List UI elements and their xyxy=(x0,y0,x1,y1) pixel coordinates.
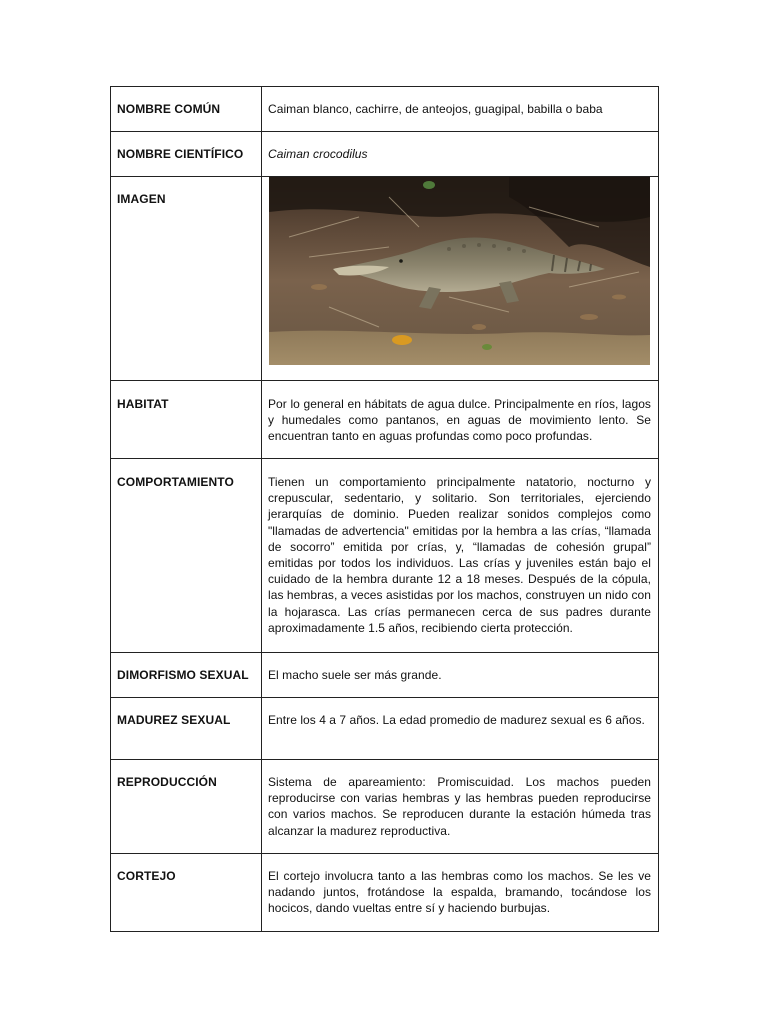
label-cell xyxy=(111,381,262,459)
habitat-label: HABITAT xyxy=(117,397,169,411)
image-label: IMAGEN xyxy=(117,192,166,206)
label-cell xyxy=(111,132,262,177)
behavior-label: COMPORTAMIENTO xyxy=(117,475,234,489)
common-name-value: Caiman blanco, cachirre, de anteojos, guagipal, babilla o baba xyxy=(268,102,603,116)
row-sexual-dimorphism xyxy=(111,653,659,698)
value-cell xyxy=(262,177,659,381)
habitat-value: Por lo general en hábitats de agua dulce. Principalmente en ríos, lagos y humedales como pantanos, en aguas de movimiento lento. Se encuentran tanto en aguas profundas como poco profundas. xyxy=(268,397,651,444)
courtship-label: CORTEJO xyxy=(117,869,176,883)
value-cell xyxy=(262,760,659,854)
scientific-name-label: NOMBRE CIENTÍFICO xyxy=(117,147,244,161)
value-cell xyxy=(262,698,659,760)
label-cell xyxy=(111,760,262,854)
row-behavior xyxy=(111,459,659,653)
value-cell xyxy=(262,132,659,177)
value-cell xyxy=(262,459,659,653)
value-cell xyxy=(262,381,659,459)
label-cell xyxy=(111,87,262,132)
row-image xyxy=(111,177,659,381)
reproduction-label: REPRODUCCIÓN xyxy=(117,775,217,789)
label-cell xyxy=(111,177,262,381)
row-common-name xyxy=(111,87,659,132)
label-cell xyxy=(111,653,262,698)
scientific-name-value: Caiman crocodilus xyxy=(268,147,368,161)
reproduction-value: Sistema de apareamiento: Promiscuidad. Los machos pueden reproducirse con varias hembras y las hembras pueden reproducirse con varios machos. Se reproducen durante la estación húmeda tras alcanzar la madurez reproductiva. xyxy=(268,775,651,838)
species-info-table xyxy=(110,86,659,932)
common-name-label: NOMBRE COMÚN xyxy=(117,102,221,116)
dimorphism-label: DIMORFISMO SEXUAL xyxy=(117,668,249,682)
caiman-photo xyxy=(269,177,650,365)
caiman-photo-icon xyxy=(269,177,650,365)
maturity-value: Entre los 4 a 7 años. La edad promedio de madurez sexual es 6 años. xyxy=(268,713,645,727)
maturity-label: MADUREZ SEXUAL xyxy=(117,713,231,727)
dimorphism-value: El macho suele ser más grande. xyxy=(268,668,442,682)
value-cell xyxy=(262,87,659,132)
document-page xyxy=(110,86,659,932)
behavior-value: Tienen un comportamiento principalmente natatorio, nocturno y crepuscular, sedentario, y solitario. Son territoriales, ejerciendo jerarquías de dominio. Pueden realizar sonidos complejos como "llamadas de advertencia" emitidas por la hembra a las crías, “llamada de socorro” emitida por crías, y, “llamadas de cohesión grupal” emitidas por todos los individuos. Las crías y juveniles están bajo el cuidado de la hembra durante 12 a 18 meses. Después de la cópula, las hembras, a veces asistidas por los machos, construyen un nido con la hojarasca. Las crías permanecen cerca de sus padres durante aproximadamente 1.5 años, recibiendo cierta protección. xyxy=(268,475,651,635)
row-reproduction xyxy=(111,760,659,854)
value-cell xyxy=(262,653,659,698)
label-cell xyxy=(111,854,262,932)
label-cell xyxy=(111,698,262,760)
label-cell xyxy=(111,459,262,653)
row-sexual-maturity xyxy=(111,698,659,760)
row-habitat xyxy=(111,381,659,459)
value-cell xyxy=(262,854,659,932)
row-courtship xyxy=(111,854,659,932)
courtship-value: El cortejo involucra tanto a las hembras como los machos. Se les ve nadando juntos, frotándose la espalda, bramando, tocándose los hocicos, dando vueltas entre sí y haciendo burbujas. xyxy=(268,869,651,916)
row-scientific-name xyxy=(111,132,659,177)
